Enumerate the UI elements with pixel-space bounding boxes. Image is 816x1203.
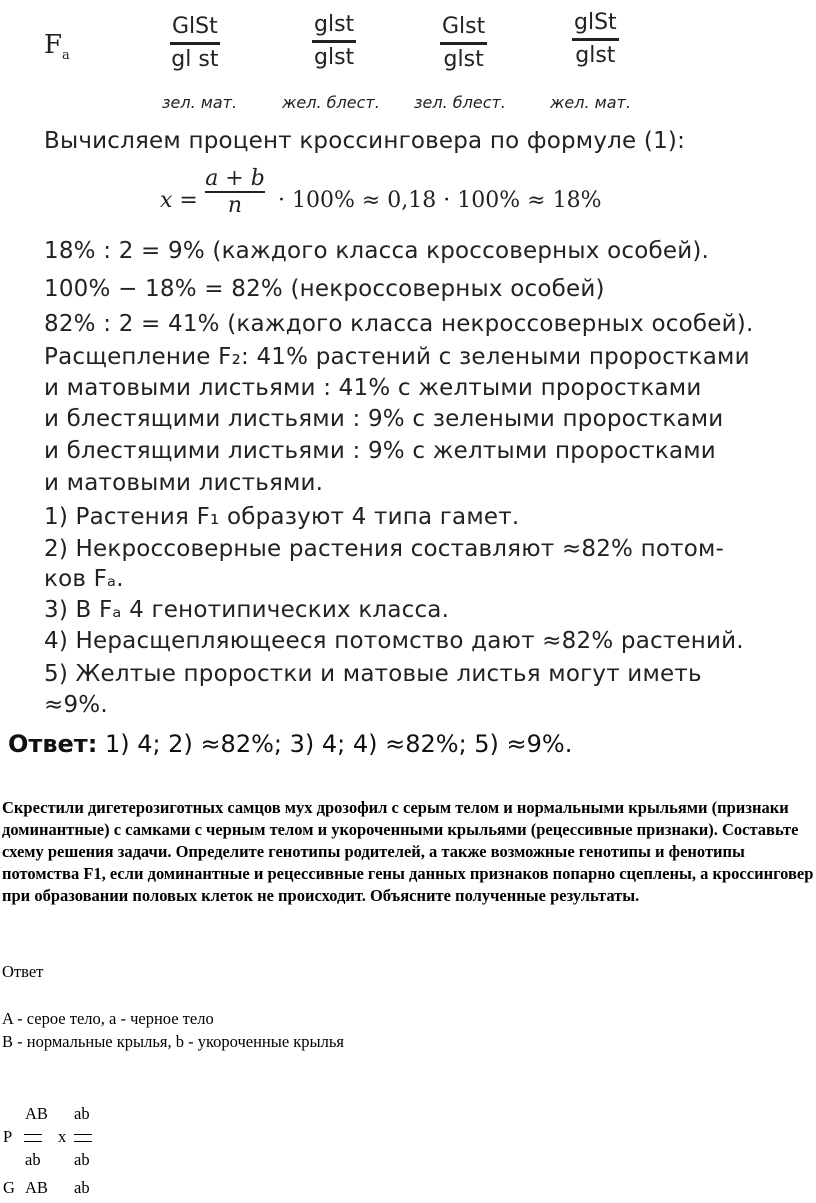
scan-answer-label: Ответ:	[8, 730, 98, 758]
text-line: и матовыми листьями.	[44, 470, 324, 496]
text-line: Расщепление F₂: 41% растений с зелеными проростками	[44, 344, 750, 370]
genotype-fraction-1: GlSt gl st	[171, 14, 219, 72]
text-line: 1) Растения F₁ образуют 4 типа гамет.	[44, 504, 520, 530]
fa-label: $F_a$	[44, 30, 70, 64]
scanned-solution: $F_a$ GlSt gl st glst glst Glst glst glSt glst зел. мат. жел. блест. зел. блест. жел. мат. Вычисляем процент кроссинговера по формуле (1): x = a + b n · 100% ≈ 0,18 · 100% ≈ 18% 18% : 2 = 9% (каждого класса кроссоверных особей). 100% − 18% = 82% (некроссоверных особей) 82% : 2 = 41% (каждого класса некроссоверных особей). Расщепление F₂: 41% растений с зелеными проростками и матовыми листьями : 41% с желтыми проростками и блестящими листьями : 9% с зелеными проростками и блестящими листьями : 9% с желтыми проростками и матовыми листьями. 1) Растения F₁ образуют 4 типа гамет. 2) Некроссоверные растения составляют ≈82% потом- ков Fₐ. 3) В Fₐ 4 генотипических класса. 4) Нерасщепляющееся потомство дают ≈82% растений. 5) Желтые проростки и матовые листья могут иметь ≈9%. Ответ: 1) 4; 2) ≈82%; 3) 4; 4) ≈82%; 5) ≈9%.	[8, 10, 754, 758]
scan-answer	[8, 730, 572, 758]
text-line: 4) Нерасщепляющееся потомство дают ≈82% растений.	[44, 628, 744, 654]
gamete-1: AB	[25, 1178, 48, 1197]
p-label: P	[3, 1127, 13, 1146]
text-line: ков Fₐ.	[44, 566, 124, 592]
phenotype-label-1: зел. мат.	[162, 93, 238, 112]
gene-line-1: A - серое тело, a - черное тело	[2, 1009, 214, 1028]
formula-intro: Вычисляем процент кроссинговера по формуле (1):	[44, 128, 686, 154]
male-genotype-top: ab	[74, 1104, 90, 1123]
male-genotype-bottom: ab	[74, 1150, 90, 1169]
task-text: Скрестили дигетерозиготных самцов мух дрозофил с серым телом и нормальными крыльями (признаки доминантные) с самками с черным телом и укороченными крыльями (рецессивные признаки). Составьте схему решения задачи. Определите генотипы родителей, а также возможные генотипы и фенотипы потомства F1, если доминантные и рецессивные гены данных признаков попарно сцеплены, а кроссинговер при образовании половых клеток не происходит. Объясните полученные результаты.	[2, 798, 814, 905]
cross-x: x	[58, 1127, 67, 1146]
genotype-fraction-2: glst glst	[314, 12, 355, 70]
equals-sign	[74, 1127, 92, 1147]
phenotype-label-2: жел. блест.	[282, 93, 380, 112]
text-line: и матовыми листьями : 41% с желтыми проростками	[44, 375, 702, 401]
text-line: 100% − 18% = 82% (некроссоверных особей)	[44, 276, 605, 302]
answer-heading: Ответ	[2, 962, 44, 981]
gamete-2: ab	[74, 1178, 90, 1197]
gene-line-2: B - нормальные крылья, b - укороченные крылья	[2, 1032, 344, 1051]
g-label: G	[3, 1178, 15, 1197]
genotype-fraction-4: glSt glst	[574, 10, 617, 68]
text-line: 5) Желтые проростки и матовые листья могут иметь	[44, 661, 702, 687]
text-line: 82% : 2 = 41% (каждого класса некроссоверных особей).	[44, 311, 754, 337]
female-genotype-bottom: ab	[25, 1150, 41, 1169]
scan-answer-text: 1) 4; 2) ≈82%; 3) 4; 4) ≈82%; 5) ≈9%.	[104, 730, 573, 758]
text-line: и блестящими листьями : 9% с желтыми проростками	[44, 438, 716, 464]
phenotype-label-3: зел. блест.	[414, 93, 506, 112]
genotype-fraction-3: Glst glst	[442, 14, 486, 72]
text-line: 18% : 2 = 9% (каждого класса кроссоверных особей).	[44, 238, 710, 264]
text-line: ≈9%.	[44, 692, 108, 718]
text-line: и блестящими листьями : 9% с зелеными проростками	[44, 406, 724, 432]
female-genotype-top: AB	[25, 1104, 48, 1123]
text-line: 3) В Fₐ 4 генотипических класса.	[44, 597, 450, 623]
phenotype-label-4: жел. мат.	[550, 93, 631, 112]
text-line: 2) Некроссоверные растения составляют ≈82% потом-	[44, 536, 725, 562]
equals-sign	[24, 1127, 42, 1147]
